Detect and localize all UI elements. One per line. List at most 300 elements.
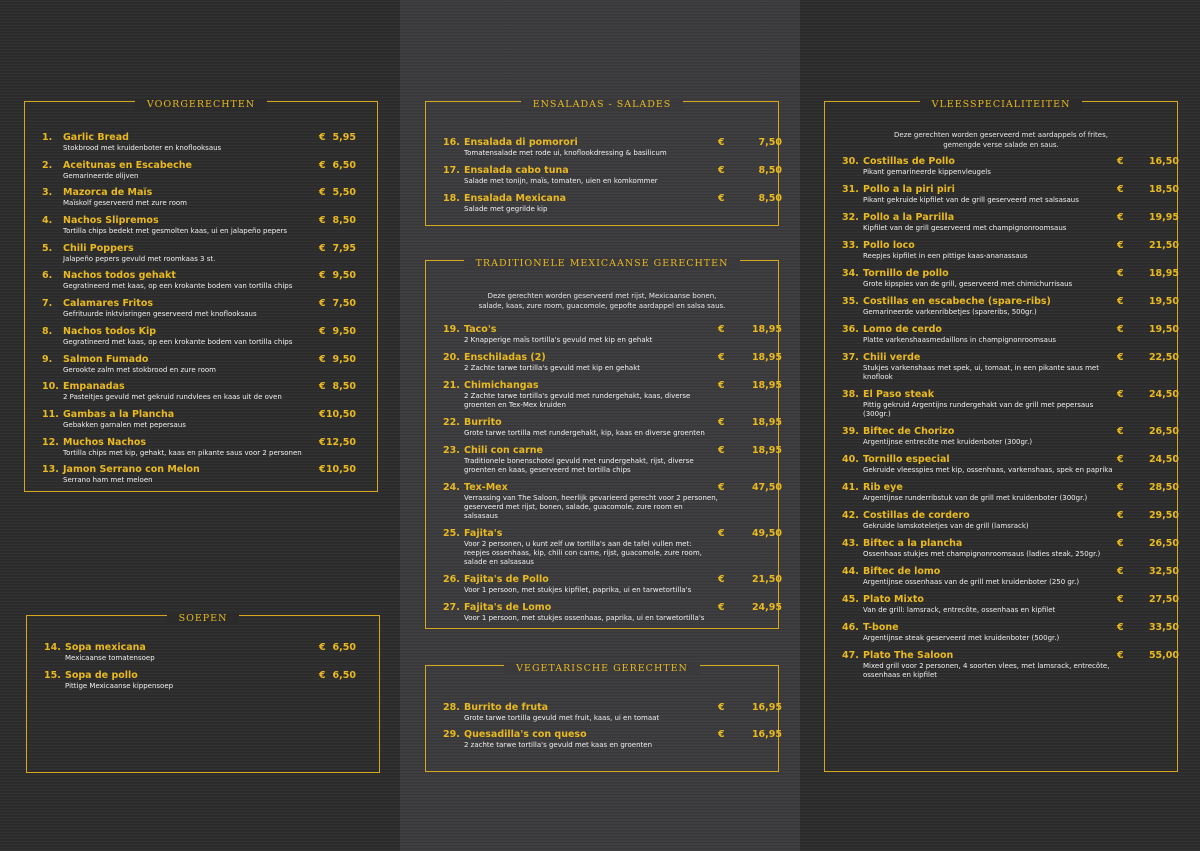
item-price: 24,50 [1148, 389, 1179, 400]
item-price: 28,50 [1148, 482, 1179, 493]
item-name: Costillas de Pollo [863, 156, 955, 167]
item-name: Pollo a la Parrilla [863, 212, 955, 223]
item-description: Voor 1 persoon, met stukjes kipfilet, paprika, ui en tarwetortilla's [464, 586, 692, 594]
item-description: Serrano ham met meloen [63, 476, 153, 485]
currency-symbol: € [718, 352, 725, 363]
menu-item [426, 574, 782, 595]
item-number: 12. [42, 436, 59, 448]
currency-symbol: € [718, 380, 725, 391]
menu-item [426, 137, 782, 165]
currency-symbol: € [718, 602, 725, 613]
menu-item [25, 243, 377, 271]
item-name: Chili verde [863, 352, 921, 363]
item-price: 8,50 [758, 193, 782, 204]
item-name: Biftec de Chorizo [863, 426, 955, 437]
menu-item [825, 240, 1177, 261]
currency-symbol: € [1117, 324, 1124, 335]
left-panel [0, 0, 400, 851]
item-number: 24. [443, 482, 460, 493]
item-price: 33,50 [1148, 622, 1179, 633]
item-name: Fajita's de Pollo [464, 574, 549, 585]
currency-symbol: € [1117, 268, 1124, 279]
item-number: 14. [44, 642, 61, 653]
menu-item [25, 464, 377, 492]
item-name: Plato Mixto [863, 594, 924, 605]
item-description: Stukjes varkenshaas met spek, ui, tomaat, in een pikante saus met knoflook [863, 364, 1099, 381]
item-price: 47,50 [751, 482, 782, 493]
menu-item [25, 326, 377, 354]
item-description: Gemarineerde varkenribbetjes (spareribs, 500gr.) [863, 308, 1037, 316]
item-description: 2 zachte tarwe tortilla's gevuld met kaas en groenten [464, 741, 653, 749]
item-name: Nachos todos gehakt [63, 270, 176, 282]
currency-symbol: € [718, 482, 725, 493]
currency-symbol: € [718, 574, 725, 585]
menu-item [825, 482, 1177, 503]
currency-symbol: € [1117, 184, 1124, 195]
item-number: 27. [443, 602, 460, 613]
item-name: Aceitunas en Escabeche [63, 159, 192, 171]
item-number: 30. [842, 156, 859, 167]
currency-symbol: € [319, 159, 326, 171]
item-price: 21,50 [1148, 240, 1179, 251]
item-description: Verrassing van The Saloon, heerlijk gevarieerd gerecht voor 2 personen, geserveerd met rijst, bonen, salade, guacomole, zure room en salsasaus [464, 494, 718, 520]
item-description: 2 Zachte tarwe tortilla's gevuld met rundergehakt, kaas, diverse groenten en Tex-Mex kruiden [464, 392, 691, 409]
item-description: Gegratineerd met kaas, op een krokante bodem van tortilla chips [63, 337, 293, 346]
item-name: Ensalada cabo tuna [464, 165, 569, 176]
item-price: 18,95 [751, 380, 782, 391]
currency-symbol: € [1117, 482, 1124, 493]
item-description: Traditionele bonenschotel gevuld met rundergehakt, rijst, diverse groenten en kaas, geserveerd met tortilla chips [464, 457, 694, 474]
menu-item [825, 454, 1177, 475]
item-description: Argentijnse runderribstuk van de grill met kruidenboter (300gr.) [863, 494, 1088, 502]
item-description: Pikant gekruide kipfilet van de grill geserveerd met salsasaus [863, 196, 1079, 204]
menu-item [426, 417, 782, 438]
currency-symbol: € [1117, 389, 1124, 400]
item-name: Pollo a la piri piri [863, 184, 955, 195]
currency-symbol: € [1117, 510, 1124, 521]
item-name: Chili Poppers [63, 242, 134, 254]
currency-symbol: € [319, 642, 326, 653]
item-description: Pikant gemarineerde kippenvleugels [863, 168, 991, 176]
item-name: Pollo loco [863, 240, 915, 251]
currency-symbol: € [718, 702, 725, 713]
menu-item [25, 160, 377, 188]
menu-item [426, 165, 782, 193]
item-name: Empanadas [63, 381, 125, 393]
item-description: 2 Knapperige maïs tortilla's gevuld met kip en gehakt [464, 336, 653, 344]
item-description: Gefrituurde inktvisringen geserveerd met knoflooksaus [63, 310, 257, 319]
soepen-section [26, 615, 380, 773]
item-price: 19,95 [1148, 212, 1179, 223]
menu-item [825, 212, 1177, 233]
item-description: Grote tarwe tortilla gevuld met fruit, kaas, ui en tomaat [464, 714, 660, 722]
item-description: Gekruide vleesspies met kip, ossenhaas, varkenshaas, spek en paprika [863, 466, 1113, 474]
menu-item [825, 510, 1177, 531]
item-price: 18,95 [751, 324, 782, 335]
menu-list [25, 132, 377, 492]
item-description: Gemarineerde olijven [63, 171, 139, 180]
item-price: 16,50 [1148, 156, 1179, 167]
item-price: 19,50 [1148, 324, 1179, 335]
currency-symbol: € [319, 436, 326, 448]
menu-item [825, 650, 1177, 680]
item-number: 41. [842, 482, 859, 493]
item-price: 10,50 [325, 408, 356, 420]
menu-item [426, 528, 782, 567]
item-price: 29,50 [1148, 510, 1179, 521]
item-price: 18,95 [751, 352, 782, 363]
item-number: 3. [42, 187, 53, 199]
item-description: Mixed grill voor 2 personen, 4 soorten vlees, met lamsrack, entrecôte, ossenhaas en kipfilet [863, 662, 1110, 679]
menu-item [25, 298, 377, 326]
currency-symbol: € [1117, 650, 1124, 661]
menu-item [25, 215, 377, 243]
right-panel [800, 0, 1200, 851]
item-name: Burrito de fruta [464, 702, 549, 713]
item-description: Gerookte zalm met stokbrood en zure room [63, 365, 216, 374]
section-title: VEGETARISCHE GERECHTEN [504, 663, 700, 674]
menu-item [25, 132, 377, 160]
menu-item [825, 426, 1177, 447]
currency-symbol: € [319, 408, 326, 420]
item-description: Maïskolf geserveerd met zure room [63, 199, 187, 208]
item-price: 18,50 [1148, 184, 1179, 195]
item-price: 24,50 [1148, 454, 1179, 465]
item-description: Jalapeño pepers gevuld met roomkaas 3 st. [63, 254, 216, 263]
item-description: Tortilla chips bedekt met gesmolten kaas, ui en jalapeño pepers [63, 227, 288, 236]
item-price: 55,00 [1148, 650, 1179, 661]
item-price: 7,50 [332, 298, 356, 310]
currency-symbol: € [319, 325, 326, 337]
item-description: Argentijnse entrecôte met kruidenboter (300gr.) [863, 438, 1033, 446]
item-number: 10. [42, 381, 59, 393]
currency-symbol: € [718, 528, 725, 539]
item-price: 7,50 [758, 137, 782, 148]
item-number: 1. [42, 132, 53, 143]
item-description: Gekruide lamskoteletjes van de grill (lamsrack) [863, 522, 1029, 530]
item-name: Costillas en escabeche (spare-ribs) [863, 296, 1051, 307]
item-price: 9,50 [332, 270, 356, 282]
item-number: 37. [842, 352, 859, 363]
item-price: 18,95 [1148, 268, 1179, 279]
item-name: Lomo de cerdo [863, 324, 942, 335]
currency-symbol: € [319, 381, 326, 393]
vegetarische-section [425, 663, 782, 772]
currency-symbol: € [1117, 454, 1124, 465]
item-number: 11. [42, 408, 59, 420]
item-name: T-bone [863, 622, 899, 633]
item-price: 7,95 [332, 242, 356, 254]
item-description: 2 Pasteitjes gevuld met gekruid rundvlees en kaas uit de oven [63, 393, 282, 402]
item-number: 32. [842, 212, 859, 223]
item-name: Tex-Mex [464, 482, 508, 493]
item-price: 5,50 [332, 187, 356, 199]
item-price: 32,50 [1148, 566, 1179, 577]
item-price: 9,50 [332, 353, 356, 365]
item-name: Sopa de pollo [65, 670, 138, 681]
menu-list [825, 156, 1177, 687]
item-name: Chili con carne [464, 445, 543, 456]
currency-symbol: € [1117, 212, 1124, 223]
menu-item [825, 389, 1177, 419]
menu-item [426, 445, 782, 475]
menu-item [25, 381, 377, 409]
currency-symbol: € [718, 165, 725, 176]
menu-item [825, 268, 1177, 289]
item-description: Salade met tonijn, maïs, tomaten, uien en komkommer [464, 177, 658, 185]
currency-symbol: € [319, 670, 326, 681]
item-price: 49,50 [751, 528, 782, 539]
item-name: Nachos todos Kip [63, 325, 157, 337]
menu-list [426, 702, 782, 756]
item-price: 12,50 [325, 436, 356, 448]
item-description: Pittig gekruid Argentijns rundergehakt van de grill met pepersaus (300gr.) [863, 401, 1094, 418]
item-number: 18. [443, 193, 460, 204]
item-number: 5. [42, 242, 53, 254]
item-number: 22. [443, 417, 460, 428]
item-name: Taco's [464, 324, 497, 335]
item-price: 26,50 [1148, 538, 1179, 549]
voorgerechten-section [24, 101, 378, 492]
currency-symbol: € [718, 137, 725, 148]
item-number: 31. [842, 184, 859, 195]
item-price: 6,50 [332, 670, 356, 681]
item-number: 13. [42, 464, 59, 476]
item-name: Garlic Bread [63, 132, 129, 143]
item-number: 38. [842, 389, 859, 400]
item-name: Tornillo de pollo [863, 268, 949, 279]
item-price: 10,50 [325, 464, 356, 476]
menu-item [825, 156, 1177, 177]
item-price: 24,95 [751, 602, 782, 613]
menu-item [25, 354, 377, 382]
item-description: Ossenhaas stukjes met champignonroomsaus (ladies steak, 250gr.) [863, 550, 1101, 558]
currency-symbol: € [1117, 296, 1124, 307]
item-number: 16. [443, 137, 460, 148]
item-description: 2 Zachte tarwe tortilla's gevuld met kip en gehakt [464, 364, 641, 372]
item-number: 42. [842, 510, 859, 521]
item-description: Tomatensalade met rode ui, knoflookdressing & basilicum [464, 149, 667, 157]
menu-item [25, 270, 377, 298]
item-number: 20. [443, 352, 460, 363]
item-name: Rib eye [863, 482, 903, 493]
item-number: 45. [842, 594, 859, 605]
item-number: 35. [842, 296, 859, 307]
item-name: Ensalada Mexicana [464, 193, 566, 204]
vleesspecialiteiten-section [824, 101, 1178, 772]
menu-item [25, 187, 377, 215]
item-price: 8,50 [758, 165, 782, 176]
menu-item [825, 352, 1177, 382]
menu-item [27, 670, 379, 698]
item-price: 26,50 [1148, 426, 1179, 437]
item-number: 15. [44, 670, 61, 681]
currency-symbol: € [319, 464, 326, 476]
item-price: 5,95 [332, 132, 356, 143]
currency-symbol: € [319, 215, 326, 227]
menu-item [825, 622, 1177, 643]
item-number: 6. [42, 270, 53, 282]
menu-item [825, 296, 1177, 317]
item-number: 28. [443, 702, 460, 713]
item-price: 27,50 [1148, 594, 1179, 605]
item-description: Van de grill: lamsrack, entrecôte, ossenhaas en kipfilet [863, 606, 1056, 614]
item-description: Voor 2 personen, u kunt zelf uw tortilla's aan de tafel vullen met: reepjes ossenhaas, kip, chili con carne, rijst, guacomole, zure room, salade en salsasaus [464, 540, 702, 566]
item-description: Gebakken garnalen met pepersaus [63, 420, 186, 429]
item-number: 19. [443, 324, 460, 335]
currency-symbol: € [319, 132, 326, 143]
item-name: Fajita's de Lomo [464, 602, 552, 613]
currency-symbol: € [718, 729, 725, 740]
menu-item [426, 352, 782, 373]
menu-item [426, 482, 782, 521]
currency-symbol: € [1117, 240, 1124, 251]
item-description: Argentijnse steak geserveerd met kruidenboter (500gr.) [863, 634, 1060, 642]
item-name: Costillas de cordero [863, 510, 970, 521]
item-name: Calamares Fritos [63, 298, 153, 310]
ensaladas-section [425, 99, 782, 226]
item-price: 6,50 [332, 159, 356, 171]
item-number: 46. [842, 622, 859, 633]
currency-symbol: € [1117, 622, 1124, 633]
item-name: Enschiladas (2) [464, 352, 546, 363]
item-name: Nachos Slipremos [63, 215, 159, 227]
currency-symbol: € [319, 270, 326, 282]
section-title: VOORGERECHTEN [135, 99, 267, 110]
item-description: Tortilla chips met kip, gehakt, kaas en pikante saus voor 2 personen [63, 448, 302, 457]
item-number: 25. [443, 528, 460, 539]
currency-symbol: € [319, 187, 326, 199]
currency-symbol: € [1117, 156, 1124, 167]
item-number: 9. [42, 353, 53, 365]
currency-symbol: € [718, 324, 725, 335]
item-number: 34. [842, 268, 859, 279]
currency-symbol: € [319, 353, 326, 365]
section-title: TRADITIONELE MEXICAANSE GERECHTEN [464, 258, 741, 269]
menu-item [27, 642, 379, 670]
menu-item [825, 538, 1177, 559]
menu-item [426, 193, 782, 221]
item-name: Plato The Saloon [863, 650, 954, 661]
section-intro: Deze gerechten worden geserveerd met aardappels of frites, gemengde verse salade en saus. [894, 131, 1108, 149]
menu-item [426, 729, 782, 756]
item-name: Ensalada di pomorori [464, 137, 578, 148]
item-name: Salmon Fumado [63, 353, 149, 365]
item-price: 22,50 [1148, 352, 1179, 363]
currency-symbol: € [718, 417, 725, 428]
item-number: 8. [42, 325, 53, 337]
item-name: Tornillo especial [863, 454, 950, 465]
item-name: Muchos Nachos [63, 436, 147, 448]
currency-symbol: € [1117, 566, 1124, 577]
currency-symbol: € [718, 193, 725, 204]
item-number: 36. [842, 324, 859, 335]
item-description: Kipfilet van de grill geserveerd met champignonroomsaus [863, 224, 1067, 232]
item-number: 43. [842, 538, 859, 549]
item-number: 4. [42, 215, 53, 227]
traditionele-section [425, 258, 782, 629]
item-price: 18,95 [751, 417, 782, 428]
item-description: Salade met gegrilde kip [464, 205, 548, 213]
item-price: 8,50 [332, 381, 356, 393]
section-title: SOEPEN [167, 613, 240, 624]
currency-symbol: € [319, 298, 326, 310]
item-number: 26. [443, 574, 460, 585]
menu-item [25, 437, 377, 465]
item-number: 39. [842, 426, 859, 437]
item-name: Gambas a la Plancha [63, 408, 175, 420]
item-number: 29. [443, 729, 460, 740]
item-description: Grote tarwe tortilla met rundergehakt, kip, kaas en diverse groenten [464, 429, 705, 437]
item-description: Platte varkenshaasmedaillons in champignonroomsaus [863, 336, 1057, 344]
menu-item [426, 380, 782, 410]
menu-item [825, 324, 1177, 345]
currency-symbol: € [718, 445, 725, 456]
currency-symbol: € [1117, 352, 1124, 363]
menu-list [426, 137, 782, 221]
item-price: 19,50 [1148, 296, 1179, 307]
item-description: Pittige Mexicaanse kippensoep [65, 682, 174, 690]
item-number: 44. [842, 566, 859, 577]
menu-list [27, 642, 379, 698]
item-number: 40. [842, 454, 859, 465]
item-name: Burrito [464, 417, 502, 428]
middle-panel [400, 0, 800, 851]
item-name: Jamon Serrano con Melon [63, 464, 200, 476]
section-title: VLEESSPECIALITEITEN [920, 99, 1083, 110]
item-description: Grote kipspies van de grill, geserveerd met chimichurrisaus [863, 280, 1073, 288]
item-description: Voor 1 persoon, met stukjes ossenhaas, paprika, ui en tarwetortilla's [464, 614, 705, 622]
item-price: 16,95 [751, 702, 782, 713]
item-number: 17. [443, 165, 460, 176]
currency-symbol: € [1117, 538, 1124, 549]
item-name: Mazorca de Maïs [63, 187, 153, 199]
item-name: Biftec de lomo [863, 566, 941, 577]
item-name: Chimichangas [464, 380, 539, 391]
item-number: 33. [842, 240, 859, 251]
menu-list [426, 324, 782, 630]
item-description: Gegratineerd met kaas, op een krokante bodem van tortilla chips [63, 282, 293, 291]
section-title: ENSALADAS - SALADES [521, 99, 684, 110]
currency-symbol: € [319, 242, 326, 254]
item-name: Biftec a la plancha [863, 538, 963, 549]
item-number: 23. [443, 445, 460, 456]
menu-item [825, 594, 1177, 615]
currency-symbol: € [1117, 426, 1124, 437]
item-price: 18,95 [751, 445, 782, 456]
item-price: 16,95 [751, 729, 782, 740]
item-name: Fajita's [464, 528, 503, 539]
menu-item [25, 409, 377, 437]
item-description: Mexicaanse tomatensoep [65, 654, 155, 662]
currency-symbol: € [1117, 594, 1124, 605]
item-name: Quesadilla's con queso [464, 729, 587, 740]
menu-item [426, 324, 782, 345]
item-number: 21. [443, 380, 460, 391]
item-price: 8,50 [332, 215, 356, 227]
item-price: 21,50 [751, 574, 782, 585]
section-intro: Deze gerechten worden geserveerd met rijst, Mexicaanse bonen, salade, kaas, zure room, guacomole, gepofte aardappel en salsa saus. [478, 292, 726, 310]
menu-item [825, 184, 1177, 205]
item-price: 9,50 [332, 325, 356, 337]
menu-item [426, 702, 782, 729]
menu-item [426, 602, 782, 623]
item-number: 2. [42, 159, 53, 171]
item-description: Reepjes kipfilet in een pittige kaas-ananassaus [863, 252, 1028, 260]
menu-item [825, 566, 1177, 587]
item-number: 47. [842, 650, 859, 661]
item-number: 7. [42, 298, 53, 310]
